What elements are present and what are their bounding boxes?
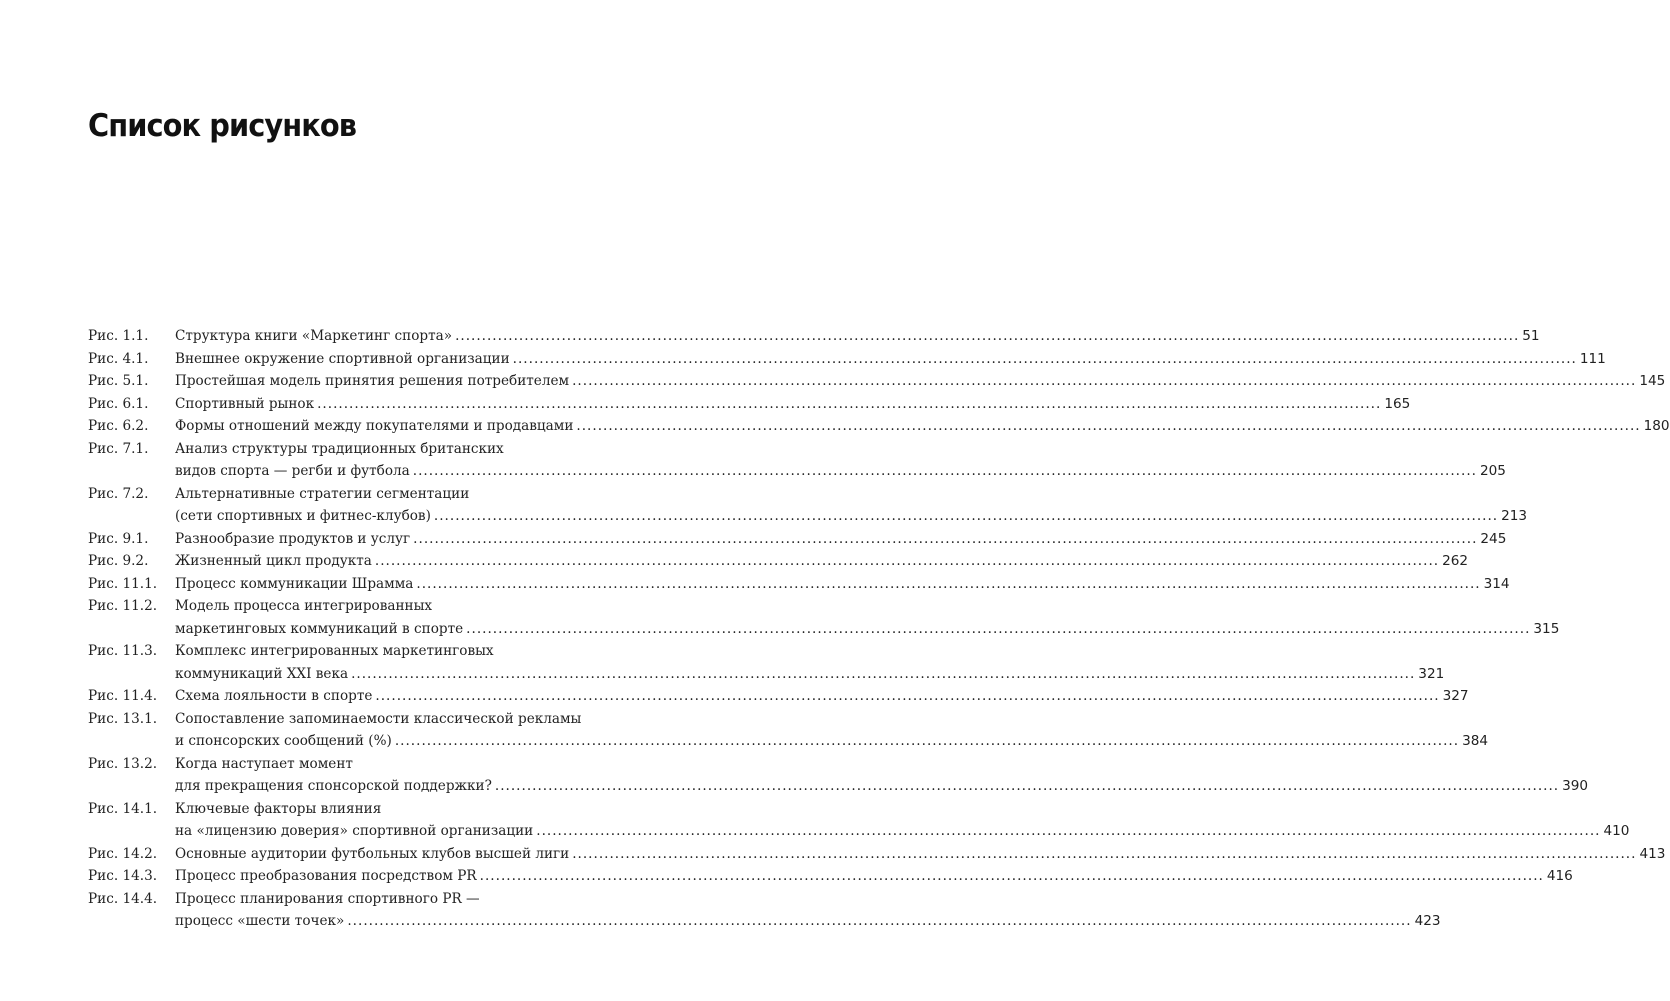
- figure-title-line: Жизненный цикл продукта: [175, 553, 372, 569]
- figure-entry: [88, 640, 1445, 685]
- leader-dots: ........................................................................................................................................................................................................: [572, 845, 1637, 862]
- figure-title-line: видов спорта — регби и футбола: [175, 463, 410, 479]
- figure-title-line: Модель процесса интегрированных: [175, 598, 433, 614]
- leader-dots: ........................................................................................................................................................................................................: [413, 530, 1478, 547]
- figure-label: Рис. 14.1.: [88, 800, 158, 817]
- page-number: 327: [1442, 688, 1469, 704]
- figure-entry: [88, 325, 1540, 348]
- figure-label: Рис. 7.1.: [88, 440, 149, 457]
- page-number: 213: [1501, 508, 1528, 524]
- page-number: 51: [1522, 328, 1540, 344]
- figure-label: Рис. 11.1.: [88, 575, 158, 592]
- leader-dots: ........................................................................................................................................................................................................: [351, 665, 1416, 682]
- figure-label: Рис. 7.2.: [88, 485, 149, 502]
- figure-title-line: Разнообразие продуктов и услуг: [175, 530, 411, 547]
- figure-title-line: Сопоставление запоминаемости классической рекламы: [175, 710, 582, 727]
- figure-title-line: (сети спортивных и фитнес-клубов): [175, 508, 431, 524]
- leader-dots: ........................................................................................................................................................................................................: [375, 688, 1440, 704]
- figure-title-line: Комплекс интегрированных маркетинговых: [175, 643, 494, 659]
- figure-title-line: Внешнее окружение спортивной организации: [175, 350, 510, 367]
- figure-label: Рис. 5.1.: [88, 373, 149, 389]
- page-number: 410: [1603, 823, 1630, 839]
- figure-list: [88, 325, 1670, 933]
- figure-title-line: процесс «шести точек»: [175, 913, 345, 929]
- leader-dots: ........................................................................................................................................................................................................: [494, 778, 1560, 794]
- leader-dots: ........................................................................................................................................................................................................: [479, 868, 1544, 884]
- figure-label: Рис. 14.2.: [88, 845, 158, 862]
- figure-title-line: Схема лояльности в спорте: [175, 688, 373, 704]
- figure-label: Рис. 13.1.: [88, 710, 158, 727]
- leader-dots: ........................................................................................................................................................................................................: [455, 328, 1520, 344]
- page-number: 145: [1639, 373, 1666, 389]
- figure-title-line: маркетинговых коммуникаций в спорте: [175, 620, 464, 637]
- figure-label: Рис. 14.4.: [88, 890, 158, 907]
- leader-dots: ........................................................................................................................................................................................................: [572, 373, 1637, 389]
- page-number: 416: [1546, 868, 1573, 884]
- figure-label: Рис. 11.4.: [88, 688, 158, 704]
- figure-entry: [88, 415, 1670, 438]
- page-number: 384: [1462, 733, 1489, 749]
- leader-dots: ........................................................................................................................................................................................................: [466, 620, 1531, 637]
- figure-title-line: Анализ структуры традиционных британских: [175, 440, 504, 457]
- leader-dots: ........................................................................................................................................................................................................: [433, 508, 1499, 524]
- figure-title-line: Когда наступает момент: [175, 755, 353, 772]
- figure-title-line: Альтернативные стратегии сегментации: [175, 485, 470, 502]
- figure-title-line: Основные аудитории футбольных клубов высшей лиги: [175, 845, 570, 862]
- figure-label: Рис. 6.2.: [88, 418, 149, 434]
- leader-dots: ........................................................................................................................................................................................................: [416, 575, 1481, 592]
- figure-entry: [88, 865, 1573, 888]
- figure-entry: [88, 573, 1510, 596]
- leader-dots: ........................................................................................................................................................................................................: [394, 733, 1460, 749]
- figure-title-line: Процесс планирования спортивного PR —: [175, 890, 480, 907]
- figure-title-line: Процесс коммуникации Шрамма: [175, 575, 414, 592]
- page-number: 262: [1442, 553, 1469, 569]
- figure-entry: [88, 685, 1469, 708]
- leader-dots: ........................................................................................................................................................................................................: [576, 418, 1641, 434]
- figure-label: Рис. 11.2.: [88, 598, 158, 614]
- figure-label: Рис. 9.2.: [88, 553, 149, 569]
- leader-dots: ........................................................................................................................................................................................................: [412, 463, 1477, 479]
- figure-entry: [88, 438, 1506, 483]
- figure-entry: [88, 888, 1441, 933]
- figure-title-line: коммуникаций XXI века: [175, 665, 349, 682]
- figure-title-line: для прекращения спонсорской поддержки?: [175, 778, 492, 794]
- figure-entry: [88, 550, 1469, 573]
- leader-dots: ........................................................................................................................................................................................................: [374, 553, 1440, 569]
- page-number: 423: [1414, 913, 1441, 929]
- page-number: 390: [1562, 778, 1589, 794]
- page-number: 314: [1483, 575, 1510, 592]
- page-number: 205: [1479, 463, 1506, 479]
- page-number: 180: [1643, 418, 1670, 434]
- figure-label: Рис. 4.1.: [88, 350, 149, 367]
- figure-entry: [88, 370, 1666, 393]
- page-number: 321: [1418, 665, 1445, 682]
- figure-entry: [88, 595, 1560, 640]
- figure-label: Рис. 6.1.: [88, 395, 149, 412]
- figure-entry: [88, 528, 1507, 551]
- figure-entry: [88, 843, 1666, 866]
- figure-label: Рис. 9.1.: [88, 530, 149, 547]
- figure-title-line: Формы отношений между покупателями и продавцами: [175, 418, 574, 434]
- figure-title-line: Ключевые факторы влияния: [175, 800, 382, 817]
- figure-title-line: Спортивный рынок: [175, 395, 315, 412]
- figure-title-line: и спонсорских сообщений (%): [175, 733, 392, 749]
- figure-title-line: Простейшая модель принятия решения потребителем: [175, 373, 570, 389]
- figure-label: Рис. 1.1.: [88, 328, 149, 344]
- figure-label: Рис. 13.2.: [88, 755, 158, 772]
- figure-title-line: на «лицензию доверия» спортивной организации: [175, 823, 534, 839]
- page-number: 165: [1384, 395, 1411, 412]
- figure-entry: [88, 708, 1489, 753]
- figure-entry: [88, 348, 1606, 371]
- page-number: 245: [1480, 530, 1507, 547]
- leader-dots: ........................................................................................................................................................................................................: [347, 913, 1412, 929]
- figure-title-line: Процесс преобразования посредством PR: [175, 868, 477, 884]
- page-number: 315: [1533, 620, 1560, 637]
- figure-entry: [88, 393, 1411, 416]
- leader-dots: ........................................................................................................................................................................................................: [317, 395, 1382, 412]
- page-number: 413: [1639, 845, 1666, 862]
- figure-entry: [88, 483, 1528, 528]
- figure-title-line: Структура книги «Маркетинг спорта»: [175, 328, 453, 344]
- figure-label: Рис. 14.3.: [88, 868, 158, 884]
- page-title: Список рисунков: [88, 108, 357, 144]
- figure-entry: [88, 753, 1589, 798]
- page-number: 111: [1579, 350, 1606, 367]
- figure-entry: [88, 798, 1630, 843]
- leader-dots: ........................................................................................................................................................................................................: [536, 823, 1601, 839]
- figure-label: Рис. 11.3.: [88, 643, 158, 659]
- leader-dots: ........................................................................................................................................................................................................: [512, 350, 1577, 367]
